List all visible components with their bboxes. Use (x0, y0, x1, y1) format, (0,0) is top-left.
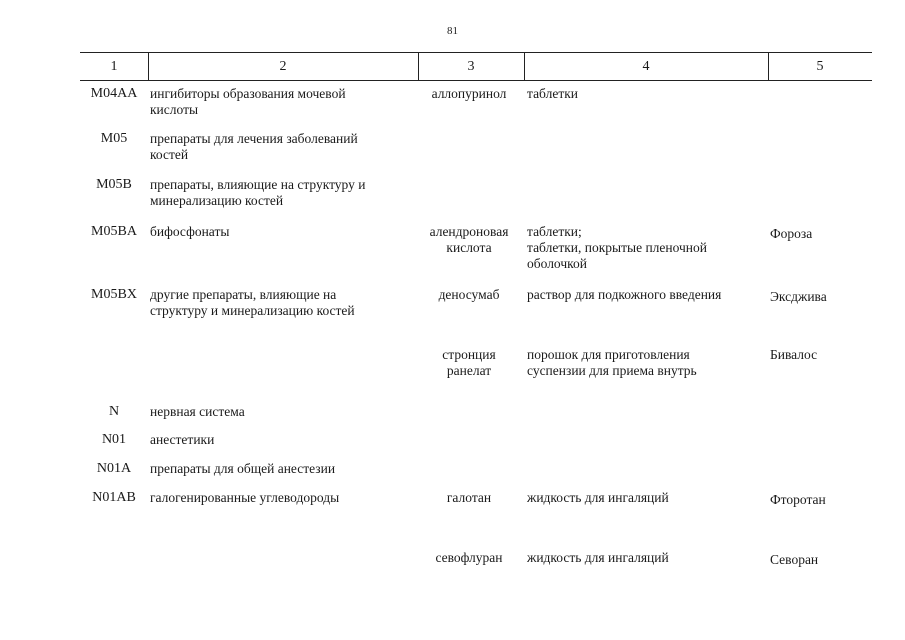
page-number: 81 (447, 25, 458, 37)
group-name-line: костей (150, 147, 189, 162)
drug-name (418, 86, 520, 102)
group-name-line: другие препараты, влияющие на (150, 287, 337, 302)
dosage-form (527, 490, 767, 506)
dosage-form-line: оболочкой (527, 256, 587, 271)
trade-name: Севоран (770, 552, 819, 567)
drug-name-line: севофлуран (435, 550, 503, 565)
dosage-form (527, 86, 767, 102)
dosage-form (527, 224, 767, 272)
trade-name: Фороза (770, 226, 813, 241)
atc-code: M05BA (91, 224, 137, 239)
group-name (150, 287, 415, 319)
drug-name (418, 490, 520, 506)
dosage-form (527, 287, 767, 303)
atc-code: N (108, 404, 120, 419)
group-name (150, 432, 415, 448)
drug-name (418, 550, 520, 566)
trade-name: Фторотан (770, 492, 826, 507)
group-name-line: галогенированные углеводороды (150, 490, 340, 505)
group-name-line: минерализацию костей (150, 193, 284, 208)
dosage-form-line: таблетки; (527, 224, 582, 239)
header-col-2: 2 (279, 59, 287, 74)
drug-name (418, 347, 520, 379)
drug-name-line: алендроновая (429, 224, 509, 239)
header-row (80, 52, 872, 81)
atc-code: N01A (96, 461, 132, 476)
group-name-line: структуру и минерализацию костей (150, 303, 355, 318)
atc-code: M05B (96, 177, 132, 192)
group-name-line: препараты для лечения заболеваний (150, 131, 358, 146)
group-name-line: препараты, влияющие на структуру и (150, 177, 366, 192)
group-name (150, 177, 415, 209)
trade-name: Эксджива (770, 289, 827, 304)
drug-name-line: аллопуринол (431, 86, 507, 101)
group-name-line: кислоты (150, 102, 199, 117)
atc-code: N01AB (92, 490, 136, 505)
dosage-form-line: жидкость для ингаляций (527, 550, 669, 565)
group-name (150, 86, 415, 118)
header-col-3: 3 (467, 59, 475, 74)
group-name-line: нервная система (150, 404, 245, 419)
header-col-5: 5 (816, 59, 824, 74)
drug-name-line: стронция (442, 347, 496, 362)
trade-name: Бивалос (770, 347, 818, 362)
dosage-form-line: суспензии для приема внутрь (527, 363, 697, 378)
atc-code: M04AA (90, 86, 138, 101)
drug-name-line: кислота (446, 240, 492, 255)
dosage-form (527, 550, 767, 566)
dosage-form (527, 347, 767, 379)
table-header (80, 52, 872, 81)
group-name-line: препараты для общей анестезии (150, 461, 336, 476)
group-name (150, 461, 415, 477)
drug-name-line: галотан (446, 490, 492, 505)
group-name-line: бифосфонаты (150, 224, 230, 239)
dosage-form-line: таблетки, покрытые пленочной (527, 240, 708, 255)
drug-name-line: ранелат (446, 363, 492, 378)
drug-name (418, 287, 520, 303)
drug-name (418, 224, 520, 256)
group-name (150, 404, 415, 420)
group-name (150, 490, 415, 506)
group-name-line: ингибиторы образования мочевой (150, 86, 346, 101)
group-name (150, 131, 415, 163)
dosage-form-line: раствор для подкожного введения (527, 287, 722, 302)
group-name-line: анестетики (150, 432, 215, 447)
atc-code: M05 (100, 131, 128, 146)
atc-code: N01 (101, 432, 127, 447)
header-col-1: 1 (110, 59, 118, 74)
drug-name-line: деносумаб (438, 287, 500, 302)
dosage-form-line: жидкость для ингаляций (527, 490, 669, 505)
dosage-form-line: таблетки (527, 86, 579, 101)
dosage-form-line: порошок для приготовления (527, 347, 690, 362)
group-name (150, 224, 415, 240)
atc-code: M05BX (91, 287, 137, 302)
header-col-4: 4 (642, 59, 650, 74)
